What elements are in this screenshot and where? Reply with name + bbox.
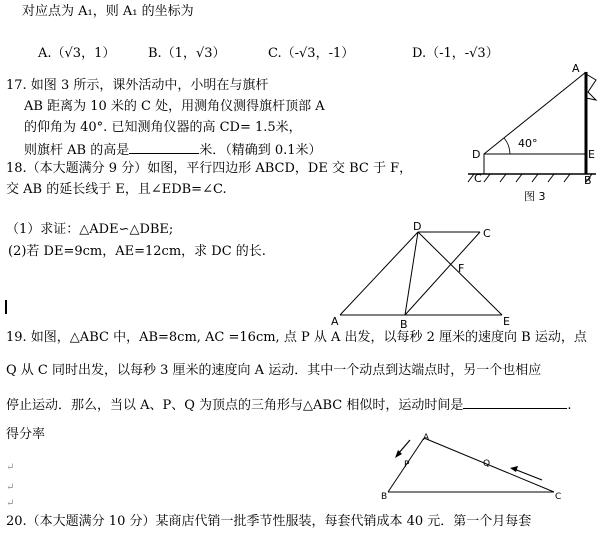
fig18-label-e: E [503, 315, 510, 328]
q18-part1: （1）求证：△ADE∽△DBE; [6, 222, 174, 237]
fig3-caption: 图 3 [524, 190, 546, 203]
q17-line3: 的仰角为 40°. 已知测角仪器的高 CD= 1.5米， [24, 120, 302, 135]
empty-line-mark-3: ↵ [6, 498, 15, 509]
q19-score: 得分率 [6, 427, 46, 442]
q19-line1: 19. 如图，△ABC 中，AB=8cm, AC =16cm, 点 P 从 A 出发，以每秒 2 厘米的速度向 B 运动，点 [6, 330, 587, 345]
q17-answer-blank[interactable] [129, 141, 199, 154]
angle-arc [504, 138, 510, 154]
q19-line3 [6, 396, 571, 414]
q19-period: . [567, 398, 572, 413]
q18-part2: (2)若 DE=9cm，AE=12cm，求 DC 的长. [8, 244, 266, 259]
fig3-angle: 40° [518, 137, 538, 150]
empty-line-mark-2: ↵ [6, 482, 15, 493]
q19-answer-blank[interactable] [463, 396, 567, 409]
q17-prompt: 则旗杆 AB 的高是 [24, 143, 130, 158]
fig18-label-c: C [483, 227, 491, 240]
q17-line2: AB 距离为 10 米的 C 处，用测角仪测得旗杆顶部 A [24, 99, 325, 114]
q17-unit: 米．（精确到 0.1米） [199, 143, 322, 158]
figure-3 [460, 58, 600, 206]
fig3-label-a: A [572, 62, 580, 75]
fig3-label-c: C [474, 172, 482, 185]
fig18-label-f: F [458, 262, 465, 275]
fig18-label-b: B [400, 318, 408, 331]
ground-hatching [468, 174, 592, 182]
fig18-label-a: A [331, 315, 339, 328]
line-ad [340, 232, 418, 315]
fig19-label-a: A [423, 433, 430, 443]
fig19-label-c: C [555, 492, 562, 500]
empty-line-mark-1: ↵ [6, 462, 15, 473]
arrow-q-head [510, 466, 518, 472]
q17-line4 [24, 141, 322, 159]
fig3-label-d: D [472, 148, 481, 161]
fig3-label-e: E [588, 148, 595, 161]
q19-prompt: 停止运动．那么，当以 A、P、Q 为顶点的三角形与△ABC 相似时，运动时间是 [6, 398, 464, 413]
instrument-box [484, 154, 586, 174]
q17-line1: 17. 如图 3 所示，课外活动中，小明在与旗杆 [6, 78, 269, 93]
q18-line2: 交 AB 的延长线于 E，且∠EDB=∠C. [6, 182, 227, 197]
fig19-label-q: Q [483, 459, 491, 469]
option-a: A.（√3，1） [38, 46, 116, 61]
q18-line1: 18.（本大题满分 9 分）如图，平行四边形 ABCD，DE 交 BC 于 F， [6, 161, 413, 176]
option-d: D.（-1，-√3） [412, 46, 499, 61]
option-c: C.（-√3，-1） [268, 46, 355, 61]
fig18-label-d: D [413, 220, 422, 233]
figure-q18 [330, 218, 520, 334]
figure-q19 [378, 428, 564, 500]
option-b: B.（1，√3） [148, 46, 226, 61]
q19-line2: Q 从 C 同时出发，以每秒 3 厘米的速度向 A 运动．其中一个动点到达端点时，另一个也相应 [6, 363, 542, 378]
arrow-q-shaft [514, 469, 542, 480]
text-cursor [5, 300, 7, 314]
fig3-label-b: B [584, 174, 592, 187]
fig19-label-b: B [381, 492, 388, 500]
q20-line1: 20.（本大题满分 10 分）某商店代销一批季节性服装，每套代销成本 40 元．第一个月每套 [6, 514, 532, 529]
fig19-label-p: P [404, 460, 410, 470]
prev-intro: 对应点为 A₁，则 A₁ 的坐标为 [22, 4, 194, 19]
